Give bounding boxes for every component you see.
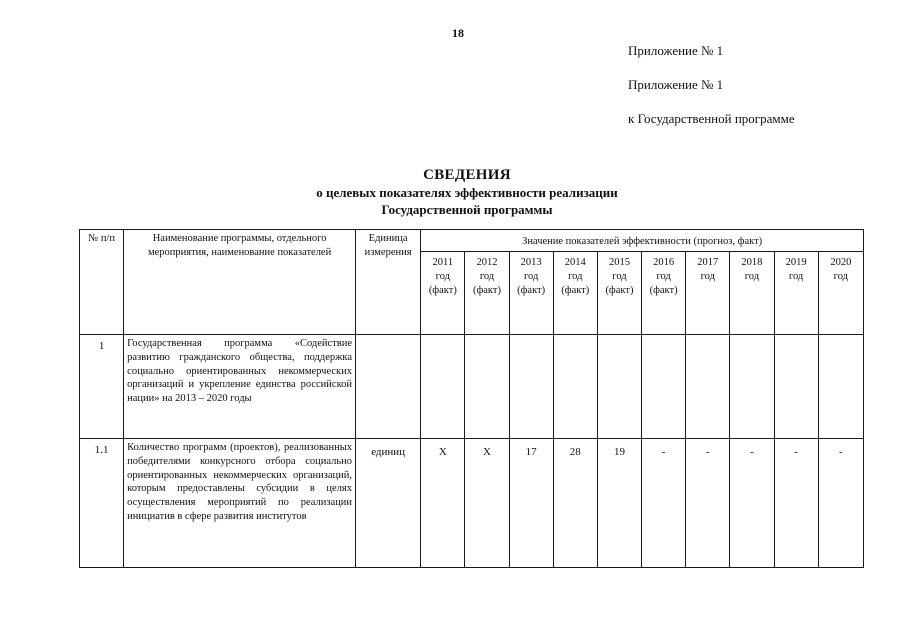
- header-year-note: (факт): [649, 284, 678, 296]
- row-name: Количество программ (проектов), реализованных победителями конкурсного отбора социально ориентированных некоммерческих организаций, которым предоставлены субсидии в целях осуществления мероприятий по реализации инициатив в сфере развития институтов: [124, 438, 356, 567]
- header-year-year: 2013: [520, 256, 542, 268]
- table-header-row: [80, 230, 864, 252]
- header-year-note: (факт): [605, 284, 634, 296]
- row-value: Х: [421, 438, 465, 567]
- header-year-2015: [597, 251, 641, 334]
- header-year-note: (факт): [517, 284, 546, 296]
- header-year-year: 2017: [697, 256, 719, 268]
- header-year-note: (факт): [561, 284, 590, 296]
- header-values: Значение показателей эффективности (прогноз, факт): [421, 230, 864, 252]
- header-year-word: год: [700, 270, 715, 282]
- header-unit: Единица измерения: [356, 230, 421, 335]
- header-year-year: 2012: [476, 256, 498, 268]
- header-year-2019: [774, 251, 818, 334]
- header-year-year: 2020: [830, 256, 852, 268]
- header-year-note: (факт): [472, 284, 501, 296]
- row-value: -: [686, 438, 730, 567]
- header-year-word: год: [656, 270, 671, 282]
- header-year-2011: [421, 251, 465, 334]
- header-year-year: 2015: [608, 256, 630, 268]
- row-value: Х: [465, 438, 509, 567]
- header-year-2018: [730, 251, 774, 334]
- header-year-word: год: [788, 270, 804, 282]
- header-year-2012: [465, 251, 509, 334]
- header-year-word: год: [523, 270, 539, 282]
- row-value: -: [642, 438, 686, 567]
- row-value: [686, 334, 730, 438]
- header-year-word: год: [612, 270, 627, 282]
- header-year-year: 2018: [741, 256, 763, 268]
- row-value: -: [774, 438, 818, 567]
- row-value: [774, 334, 818, 438]
- header-year-word: год: [744, 270, 760, 282]
- row-value: [642, 334, 686, 438]
- row-value: [597, 334, 641, 438]
- table-row: [80, 438, 864, 567]
- indicators-table: [79, 229, 864, 568]
- header-year-word: год: [833, 270, 848, 282]
- document-subtitle-2: Государственной программы: [381, 202, 553, 217]
- appendix-reference: к Государственной программе: [628, 111, 795, 126]
- document-title: СВЕДЕНИЯ: [423, 167, 511, 183]
- header-number: № п/п: [80, 230, 124, 335]
- document-subtitle-1: о целевых показателях эффективности реализации: [316, 185, 618, 200]
- row-value: [730, 334, 774, 438]
- row-value: [421, 334, 465, 438]
- header-year-2017: [686, 251, 730, 334]
- header-year-word: год: [479, 270, 495, 282]
- header-year-2013: [509, 251, 553, 334]
- row-value: [509, 334, 553, 438]
- row-value: 28: [553, 438, 597, 567]
- row-value: -: [730, 438, 774, 567]
- header-year-year: 2011: [432, 256, 454, 268]
- row-value: [818, 334, 863, 438]
- header-year-year: 2016: [653, 256, 675, 268]
- appendix-label-1: Приложение № 1: [628, 43, 724, 58]
- row-value: 17: [509, 438, 553, 567]
- row-value: [553, 334, 597, 438]
- header-year-word: год: [568, 270, 583, 282]
- row-unit: единиц: [356, 438, 421, 567]
- header-year-year: 2014: [564, 256, 586, 268]
- header-year-note: (факт): [428, 284, 457, 296]
- row-number: 1.1: [80, 438, 124, 567]
- row-value: [465, 334, 509, 438]
- appendix-label-2: Приложение № 1: [628, 77, 724, 92]
- header-year-2016: [642, 251, 686, 334]
- row-unit: [356, 334, 421, 438]
- row-value: -: [818, 438, 863, 567]
- header-year-2020: [818, 251, 863, 334]
- row-number: 1: [80, 334, 124, 438]
- row-name: Государственная программа «Содействие развитию гражданского общества, поддержка социально ориентированных некоммерческих организаций и укрепление единства российской нации» на 2013 – 2020 годы: [124, 334, 356, 438]
- header-name: Наименование программы, отдельного мероприятия, наименование показателей: [124, 230, 356, 335]
- table-row: [80, 334, 864, 438]
- header-year-year: 2019: [785, 256, 807, 268]
- header-year-word: год: [435, 270, 450, 282]
- page-number: 18: [452, 26, 464, 40]
- header-year-2014: [553, 251, 597, 334]
- row-value: 19: [597, 438, 641, 567]
